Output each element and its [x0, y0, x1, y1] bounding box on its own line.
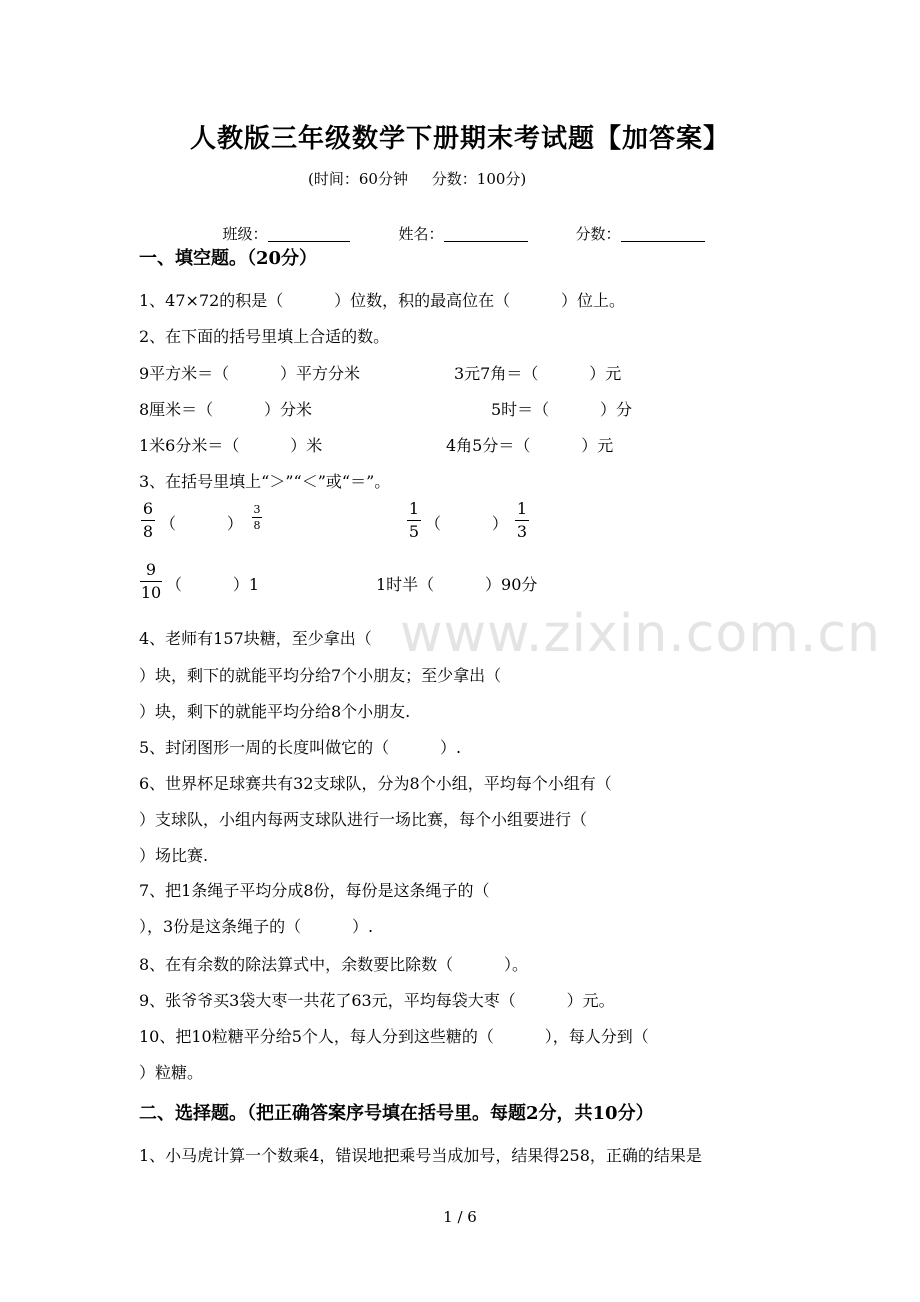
watermark: www.zixin.com.cn — [400, 604, 881, 664]
section-2-heading: 二、选择题。（把正确答案序号填在括号里。每题2分，共10分） — [139, 1103, 654, 1124]
comparison-blank-a: （ ） — [160, 514, 243, 533]
fraction-6-8 — [141, 501, 155, 540]
fraction-numerator: 3 — [253, 503, 261, 516]
fraction-9-10 — [140, 562, 162, 601]
fraction-numerator: 9 — [145, 560, 157, 579]
fraction-bar — [515, 520, 529, 521]
fraction-1-5 — [407, 501, 421, 540]
question-1-7-line1: 7、把1条绳子平均分成8份，每份是这条绳子的（ — [139, 881, 490, 900]
fraction-denominator: 5 — [408, 522, 420, 541]
fraction-bar — [407, 520, 421, 521]
question-1-4-line2: ）块，剩下的就能平均分给7个小朋友；至少拿出（ — [139, 666, 502, 685]
question-1-5: 5、封闭图形一周的长度叫做它的（ ）. — [139, 738, 462, 757]
fraction-bar — [140, 581, 162, 582]
fraction-denominator: 8 — [142, 522, 154, 541]
fraction-denominator: 3 — [516, 522, 528, 541]
comparison-blank-c: （ ）1 — [166, 575, 260, 594]
section-1-heading: 一、填空题。（20分） — [139, 248, 318, 269]
name-blank — [444, 225, 528, 242]
fraction-bar — [252, 517, 262, 518]
question-1-10-line1: 10、把10粒糖平分给5个人，每人分到这些糖的（ ），每人分到（ — [139, 1027, 649, 1046]
question-1-10-line2: ）粒糖。 — [139, 1063, 204, 1082]
exam-time-score: (时间：60分钟 分数：100分) — [308, 170, 527, 188]
question-1-4-line1: 4、老师有157块糖，至少拿出（ — [139, 629, 372, 648]
fraction-bar — [141, 520, 155, 521]
fraction-numerator: 1 — [516, 499, 528, 518]
score-label: 分数： — [575, 225, 621, 243]
comparison-blank-b: （ ） — [425, 514, 508, 533]
fraction-3-8 — [252, 504, 262, 531]
class-field — [213, 205, 350, 244]
fraction-denominator: 8 — [253, 519, 261, 532]
question-1-7-line2: ），3份是这条绳子的（ ）. — [139, 917, 374, 936]
page-number: 1 / 6 — [443, 1208, 477, 1226]
question-1-2c: 8厘米＝（ ）分米 — [139, 400, 313, 419]
question-1-2: 2、在下面的括号里填上合适的数。 — [139, 327, 390, 346]
question-1-2d: 5时＝（ ）分 — [491, 400, 633, 419]
question-1-9: 9、张爷爷买3袋大枣一共花了63元，平均每袋大枣（ ）元。 — [139, 991, 615, 1010]
question-1-6-line2: ）支球队，小组内每两支球队进行一场比赛，每个小组要进行（ — [139, 810, 588, 829]
question-1-2b: 3元7角＝（ ）元 — [454, 364, 622, 383]
question-1-2a: 9平方米＝（ ）平方分米 — [139, 364, 361, 383]
fraction-denominator: 10 — [140, 583, 162, 602]
comparison-d: 1时半（ ）90分 — [376, 575, 538, 594]
question-1-3: 3、在括号里填上“＞”“＜”或“＝”。 — [139, 472, 391, 491]
question-1-4-line3: ）块，剩下的就能平均分给8个小朋友. — [139, 702, 411, 721]
question-1-6-line3: ）场比赛. — [139, 846, 209, 865]
question-1-8: 8、在有余数的除法算式中，余数要比除数（ ）。 — [139, 955, 529, 974]
question-1-2f: 4角5分＝（ ）元 — [446, 436, 614, 455]
question-1-1: 1、47×72的积是（ ）位数，积的最高位在（ ）位上。 — [139, 291, 626, 310]
name-field — [389, 205, 528, 244]
fraction-numerator: 6 — [142, 499, 154, 518]
question-2-1: 1、小马虎计算一个数乘4，错误地把乘号当成加号，结果得258，正确的结果是 — [139, 1146, 702, 1165]
question-1-2e: 1米6分米＝（ ）米 — [139, 436, 323, 455]
class-blank — [268, 225, 350, 242]
fraction-1-3 — [515, 501, 529, 540]
score-blank — [621, 225, 705, 242]
score-field — [566, 205, 705, 244]
name-label: 姓名： — [398, 225, 444, 243]
fraction-numerator: 1 — [408, 499, 420, 518]
question-1-6-line1: 6、世界杯足球赛共有32支球队，分为8个小组，平均每个小组有（ — [139, 774, 612, 793]
page-title: 人教版三年级数学下册期末考试题【加答案】 — [189, 124, 730, 154]
class-label: 班级： — [222, 225, 268, 243]
